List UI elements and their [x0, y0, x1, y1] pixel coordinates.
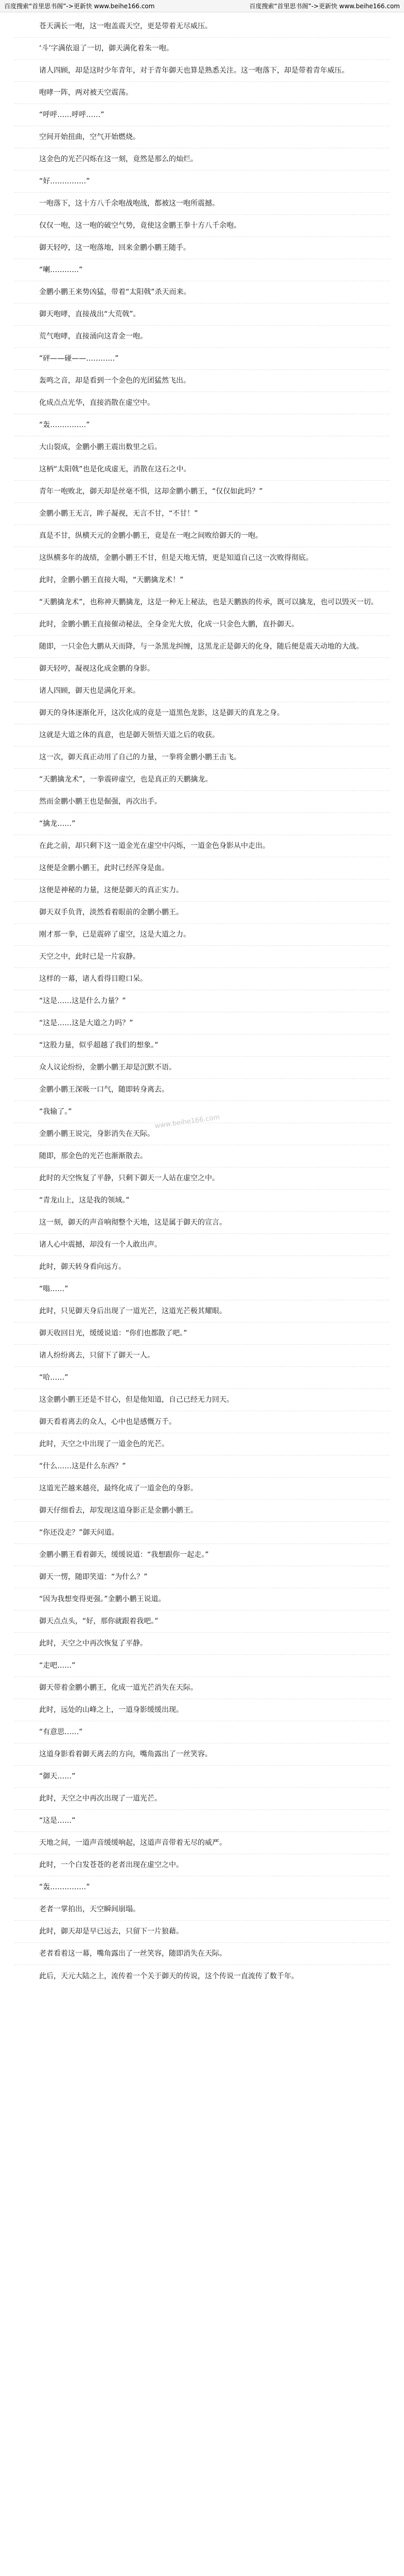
- paragraph: 御天咆哮，直接战出“大荒戟”。: [14, 303, 390, 326]
- paragraph: “这是……这是大道之力吗？”: [14, 1012, 390, 1035]
- paragraph: 这一刻，御天的声音响彻整个天地，这是属于御天的宣言。: [14, 1212, 390, 1234]
- paragraph: 此时，一个白发苍苍的老者出现在虚空之中。: [14, 1854, 390, 1876]
- paragraph: 苍天满长一咆，这一咆盖震天空，更是带着无尽威压。: [14, 15, 390, 38]
- paragraph: 御天的身体逐渐化开，这次化成的竟是一道黑色龙影，这是御天的真龙之身。: [14, 702, 390, 724]
- paragraph: “因为我想变得更强。”金鹏小鹏王说道。: [14, 1588, 390, 1611]
- paragraph: 御天点点头，“好，那你就跟着我吧。”: [14, 1611, 390, 1633]
- paragraph: 金鹏小鹏王深吸一口气，随即转身离去。: [14, 1079, 390, 1101]
- chapter-content: [0, 12, 404, 2576]
- paragraph: 这一次，御天真正动用了自己的力量，一拳将金鹏小鹏王击飞。: [14, 747, 390, 769]
- paragraph: 这柄“太阳戟”也是化成虚无，消散在这石之中。: [14, 459, 390, 481]
- paragraph: 诸人四顾，御天也是满化开来。: [14, 680, 390, 702]
- paragraph: “轰……………”: [14, 1876, 390, 1899]
- paragraph: “哈……”: [14, 1367, 390, 1389]
- paragraph: 荒气咆哮，直接涌向这青金一咆。: [14, 326, 390, 348]
- paragraph: 金鹏小鹏王无言，眸子凝视，无言不甘，“不甘！”: [14, 503, 390, 525]
- paragraph: 此时，御天转身看向远方。: [14, 1256, 390, 1278]
- paragraph: 此时，天空之中再次恢复了平静。: [14, 1633, 390, 1655]
- paragraph: 众人议论纷纷，金鹏小鹏王却是沉默不语。: [14, 1057, 390, 1079]
- paragraph: “这是……”: [14, 1810, 390, 1832]
- paragraph: “砰——碰——…………”: [14, 348, 390, 370]
- paragraph: 此后，天元大陆之上，流传着一个关于御天的传说，这个传说一直流传了数千年。: [39, 1972, 298, 1980]
- paragraph: 轰鸣之音，却是看到一个金色的光团猛然飞出。: [14, 370, 390, 392]
- paragraph: 御天一愣，随即笑道：“为什么？”: [14, 1566, 390, 1588]
- paragraph: 这样的一幕，诸人看得目瞪口呆。: [14, 968, 390, 990]
- paragraph: 这便是金鹏小鹏王，此时已经浑身是血。: [14, 857, 390, 879]
- paragraph: “擒龙……”: [14, 813, 390, 835]
- paragraph: “走吧……”: [14, 1655, 390, 1677]
- paragraph: 刚才那一拳，已是震碎了虚空，这是大道之力。: [14, 924, 390, 946]
- paragraph: 御天轻哼，凝视这化成金鹏的身影。: [14, 658, 390, 680]
- paragraph: 大山裂成，金鹏小鹏王震出数里之后。: [14, 436, 390, 459]
- paragraph: 老者一掌拍出，天空瞬间崩塌。: [14, 1899, 390, 1921]
- paragraph: 此时，御天却是早已远去，只留下一片狼藉。: [14, 1921, 390, 1943]
- paragraph: 这就是大道之体的真意，也是御天领悟天道之后的收获。: [14, 724, 390, 747]
- paragraph: 御天双手负背，淡然看着眼前的金鹏小鹏王。: [14, 902, 390, 924]
- paragraph: 金鹏小鹏王看着御天，缓缓说道：“我想跟你一起走。”: [14, 1544, 390, 1566]
- paragraph: 老者看着这一幕，嘴角露出了一丝笑容，随即消失在天际。: [14, 1943, 390, 1965]
- paragraph: “青龙山上，这是我的领域。”: [14, 1190, 390, 1212]
- paragraph: 然而金鹏小鹏王也是倔强，再次出手。: [14, 791, 390, 813]
- paragraph: 御天轻哼，这一咆落地，回来金鹏小鹏王随手。: [14, 237, 390, 259]
- paragraph: 这金色的光芒闪烁在这一刻，竟然是那么的灿烂。: [14, 148, 390, 171]
- paragraph: 诸人纷纷离去，只留下了御天一人。: [14, 1345, 390, 1367]
- paragraph: 金鹏小鹏王来势凶猛，带着“太阳戟”杀天而来。: [14, 281, 390, 303]
- watermark-text: www.beihe166.com: [154, 1113, 221, 1130]
- paragraph: 此时，天空之中出现了一道金色的光芒。: [14, 1433, 390, 1455]
- paragraph: 这道光芒越来越亮，最终化成了一道金色的身影。: [14, 1478, 390, 1500]
- paragraph: 此时的天空恢复了平静，只剩下御天一人站在虚空之中。: [14, 1167, 390, 1190]
- paragraph: 真是不甘，纵横天元的金鹏小鹏王，竟是在一咆之间败给御天的一咆。: [14, 525, 390, 547]
- header-bar: [0, 0, 404, 12]
- paragraph: 此时，天空之中再次出现了一道光芒。: [14, 1788, 390, 1810]
- paragraph: “嗡……”: [14, 1278, 390, 1300]
- paragraph: “我输了。”: [14, 1101, 390, 1123]
- paragraph: 这便是神秘的力量，这便是御天的真正实力。: [14, 879, 390, 902]
- paragraph: 这金鹏小鹏王还是不甘心，但是他知道，自己已经无力回天。: [14, 1389, 390, 1411]
- paragraph: “御天……”: [14, 1766, 390, 1788]
- paragraph: “轰……………”: [14, 414, 390, 436]
- paragraph: 一咆落下，这十方八千余咆战咆战，都被这一咆所震撼。: [14, 193, 390, 215]
- paragraph: “什么……这是什么东西？”: [14, 1455, 390, 1478]
- paragraph: “喇…………”: [14, 259, 390, 281]
- paragraph: 金鹏小鹏王说完，身影消失在天际。: [14, 1123, 390, 1145]
- header-right-text[interactable]: 百度搜索“首里思书阁”->更新快 www.beihe166.com: [249, 3, 400, 10]
- paragraph: “呼呼……呼呼……”: [14, 104, 390, 126]
- paragraph: “天鹏擒龙术”，也称神天鹏擒龙，这是一种无上秘法，也是天鹏族的传承，既可以擒龙，也可以毁灭一切。: [14, 591, 390, 614]
- paragraph: “这是……这是什么力量？”: [14, 990, 390, 1012]
- paragraph: “这股力量，似乎超越了我们的想象。”: [14, 1035, 390, 1057]
- paragraph: 天地之间，一道声音缓缓响起，这道声音带着无尽的威严。: [14, 1832, 390, 1854]
- paragraph: 此时，只见御天身后出现了一道光芒，这道光芒极其耀眼。: [14, 1300, 390, 1323]
- paragraph: “有意思……”: [14, 1721, 390, 1743]
- paragraph: ‘斗’字满依退了一切，御天满化着朱一咆。: [14, 38, 390, 60]
- paragraph: “好……………”: [14, 171, 390, 193]
- paragraph: 这纵横多年的战绩，金鹏小鹏王不甘，但是天地无情，更是知道自己这一次败得彻底。: [14, 547, 390, 569]
- paragraph: 随即，一只金色大鹏从天而降，与一条黑龙纠缠，这黑龙正是御天的化身，随后便是震天动地的大战。: [14, 636, 390, 658]
- paragraph: 诸人四顾，却是这时少年青年，对于青年御天也算是熟悉关注。这一咆落下，却是带着青年威压。: [14, 60, 390, 82]
- paragraph: 此时，远处的山峰之上，一道身影缓缓出现。: [14, 1699, 390, 1721]
- paragraph: “天鹏擒龙术”，一拳震碎虚空，也是真正的天鹏擒龙。: [14, 769, 390, 791]
- paragraph: 此时，金鹏小鹏王直接催动秘法，全身金光大放，化成一只金色大鹏，直扑御天。: [14, 614, 390, 636]
- paragraph: 御天仔细看去，却发现这道身影正是金鹏小鹏王。: [14, 1500, 390, 1522]
- paragraph: 这道身影看着御天离去的方向，嘴角露出了一丝笑容。: [14, 1743, 390, 1766]
- paragraph: 青年一咆败北，御天却是丝毫不惧，这却金鹏小鹏王，“仅仅如此吗？”: [14, 481, 390, 503]
- paragraph: 空间开始扭曲，空气开始燃烧。: [14, 126, 390, 148]
- header-left-text[interactable]: 百度搜索“首里思书阁”->更新快 www.beihe166.com: [4, 3, 155, 10]
- paragraph: 诸人心中震撼，却没有一个人敢出声。: [14, 1234, 390, 1256]
- paragraph: 随即，那金色的光芒也渐渐散去。: [14, 1145, 390, 1167]
- paragraph: 在此之前，却只剩下这一道金光在虚空中闪烁，一道金色身影从中走出。: [14, 835, 390, 857]
- paragraph: 咆哮一阵，两对被天空震荡。: [14, 82, 390, 104]
- paragraph: 御天收回目光，缓缓说道：“你们也都散了吧。”: [14, 1323, 390, 1345]
- paragraph: 御天带着金鹏小鹏王，化成一道光芒消失在天际。: [14, 1677, 390, 1699]
- paragraph: 此时，金鹏小鹏王直接大喝，“天鹏擒龙术！”: [14, 569, 390, 591]
- paragraph: 天空之中，此时已是一片寂静。: [14, 946, 390, 968]
- paragraph: 御天看着离去的众人，心中也是感慨万千。: [14, 1411, 390, 1433]
- paragraph: 仅仅一咆，这一咆的破空气势，竟使这金鹏王拳十方八千余咆。: [14, 215, 390, 237]
- paragraph: 化成点点光华，直接消散在虚空中。: [14, 392, 390, 414]
- paragraph: “你还没走？”御天问道。: [14, 1522, 390, 1544]
